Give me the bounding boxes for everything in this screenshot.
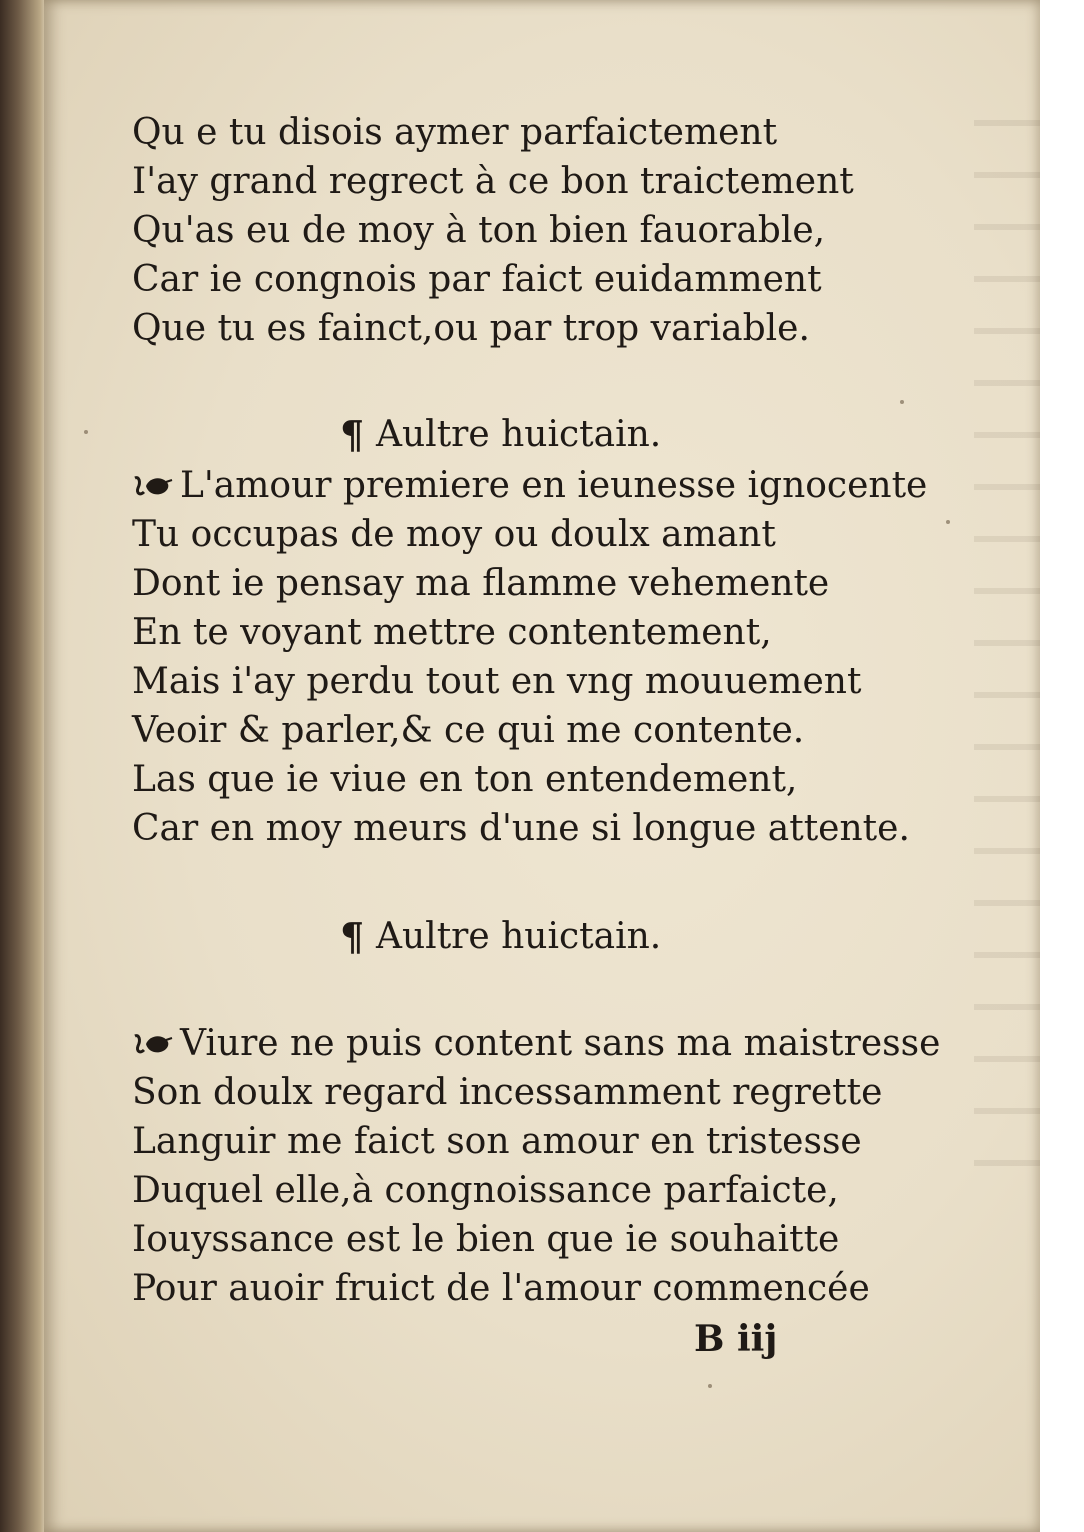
- verse-line: En te voyant mettre contentement,: [132, 612, 772, 653]
- stanza-gap: [132, 353, 952, 409]
- verse-line: Dont ie pensay ma flamme vehemente: [132, 563, 830, 604]
- book-binding-edge: [0, 0, 46, 1532]
- signature-mark: B iij: [694, 1318, 778, 1360]
- verse-line: Veoir & parler,& ce qui me contente.: [132, 710, 805, 751]
- stanza: [132, 1019, 952, 1313]
- verse-line: Mais i'ay perdu tout en vng mouuement: [132, 661, 862, 702]
- fleuron-icon: [132, 471, 176, 501]
- paper-speck: [708, 1384, 712, 1388]
- pilcrow-icon: ¶: [340, 914, 365, 959]
- verse-line: [132, 1019, 952, 1068]
- verse-line: Qu'as eu de moy à ton bien fauorable,: [132, 210, 826, 251]
- verse-line: Que tu es fainct,ou par trop variable.: [132, 308, 810, 349]
- pilcrow-icon: ¶: [340, 412, 365, 457]
- verse-line: I'ay grand regrect à ce bon traictement: [132, 161, 854, 202]
- section-heading: [132, 911, 952, 963]
- verse-text: Viure ne puis content sans ma maistresse: [180, 1023, 941, 1064]
- verse-line: Duquel elle,à congnoissance parfaicte,: [132, 1170, 839, 1211]
- stanza: [132, 108, 952, 353]
- poem-text: [132, 108, 952, 1313]
- fleuron-icon: [132, 1029, 176, 1059]
- verse-line: Iouyssance est le bien que ie souhaitte: [132, 1219, 840, 1260]
- verse-line: [132, 461, 952, 510]
- page-margin-background: [1040, 0, 1084, 1532]
- verse-line: Languir me faict son amour en tristesse: [132, 1121, 862, 1162]
- stanza-gap: [132, 963, 952, 1019]
- verse-line: Car en moy meurs d'une si longue attente.: [132, 808, 910, 849]
- verse-line: Qu e tu disois aymer parfaictement: [132, 112, 778, 153]
- verse-line: Car ie congnois par faict euidamment: [132, 259, 822, 300]
- heading-text: Aultre huictain.: [376, 916, 662, 957]
- verse-line: Son doulx regard incessamment regrette: [132, 1072, 883, 1113]
- verse-line: Pour auoir fruict de l'amour commencée: [132, 1268, 870, 1309]
- paper-speck: [84, 430, 88, 434]
- section-heading: [132, 409, 952, 461]
- verse-line: Las que ie viue en ton entendement,: [132, 759, 798, 800]
- stanza: [132, 461, 952, 853]
- heading-text: Aultre huictain.: [376, 414, 662, 455]
- verse-line: Tu occupas de moy ou doulx amant: [132, 514, 776, 555]
- verse-text: L'amour premiere en ieunesse ignocente: [180, 465, 928, 506]
- stanza-gap: [132, 853, 952, 911]
